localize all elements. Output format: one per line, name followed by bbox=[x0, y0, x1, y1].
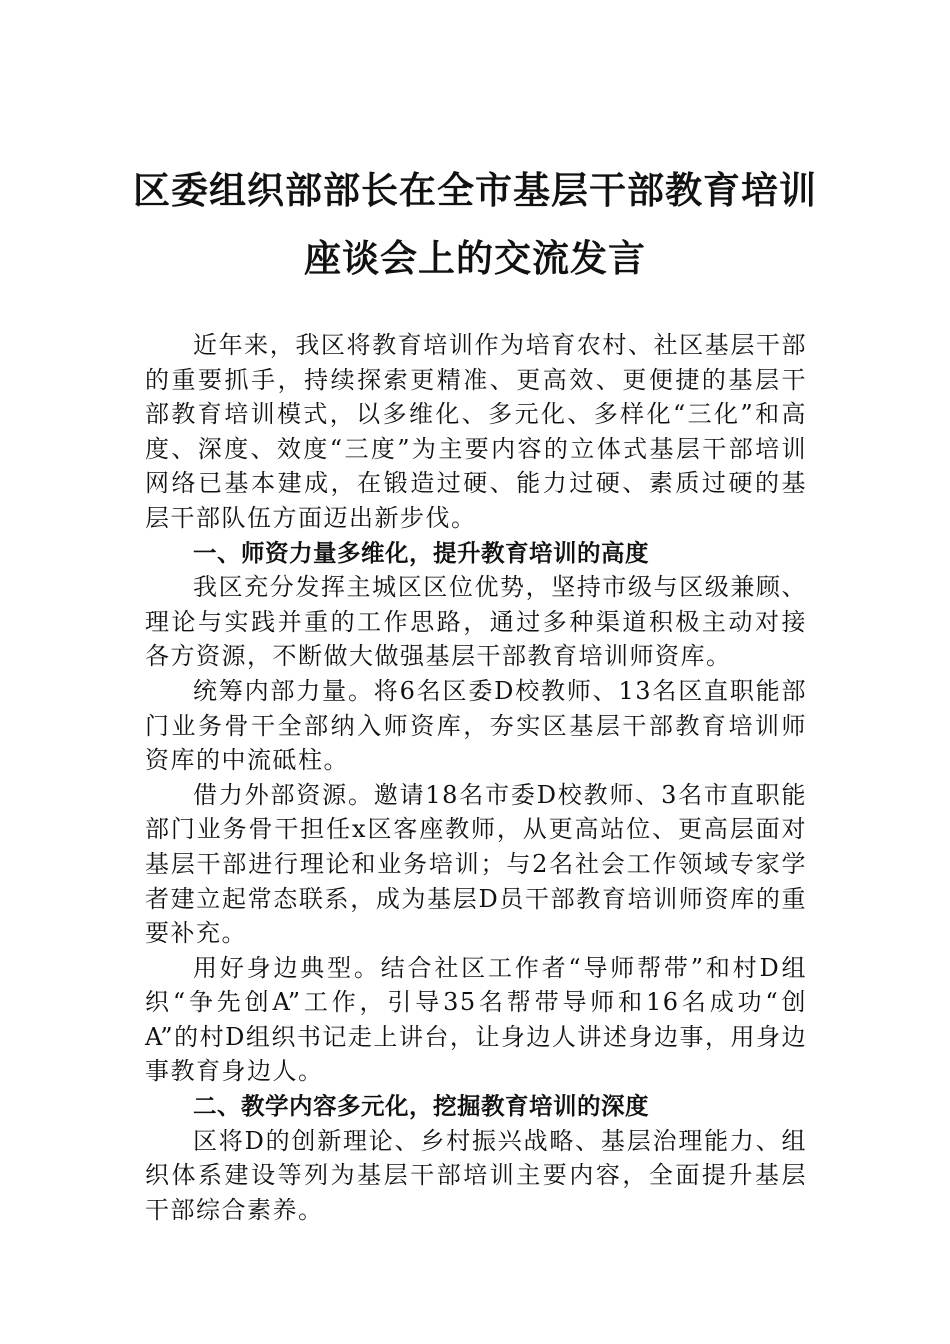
document-body bbox=[145, 328, 807, 1227]
body-paragraph: 我区充分发挥主城区区位优势，坚持市级与区级兼顾、理论与实践并重的工作思路，通过多种渠道积极主动对接各方资源，不断做大做强基层干部教育培训师资库。 bbox=[145, 573, 807, 671]
document-title-line-2: 座谈会上的交流发言 bbox=[304, 236, 646, 280]
body-paragraph: 统筹内部力量。将6名区委D校教师、13名区直职能部门业务骨干全部纳入师资库，夯实区基层干部教育培训师资库的中流砥柱。 bbox=[145, 676, 807, 775]
section-heading-2: 二、教学内容多元化，挖掘教育培训的深度 bbox=[193, 1092, 649, 1121]
body-paragraph: 用好身边典型。结合社区工作者“导师帮带”和村D组织“争先创A”工作，引导35名帮带导师和16名成功“创A”的村D组织书记走上讲台，让身边人讲述身边事，用身边事教育身边人。 bbox=[145, 953, 807, 1086]
body-paragraph-intro: 近年来，我区将教育培训作为培育农村、社区基层干部的重要抓手，持续探索更精准、更高效、更便捷的基层干部教育培训模式，以多维化、多元化、多样化“三化”和高度、深度、效度“三度”为主要内容的立体式基层干部培训网络已基本建成，在锻造过硬、能力过硬、素质过硬的基层干部队伍方面迈出新步伐。 bbox=[145, 331, 807, 532]
body-paragraph: 借力外部资源。邀请18名市委D校教师、3名市直职能部门业务骨干担任x区客座教师，从更高站位、更高层面对基层干部进行理论和业务培训；与2名社会工作领域专家学者建立起常态联系，成为基层D员干部教育培训师资库的重要补充。 bbox=[145, 780, 807, 948]
section-heading-1: 一、师资力量多维化，提升教育培训的高度 bbox=[193, 538, 649, 567]
body-paragraph: 区将D的创新理论、乡村振兴战略、基层治理能力、组织体系建设等列为基层干部培训主要内容，全面提升基层干部综合素养。 bbox=[145, 1126, 807, 1224]
document-title-line-1: 区委组织部部长在全市基层干部教育培训 bbox=[133, 168, 817, 212]
